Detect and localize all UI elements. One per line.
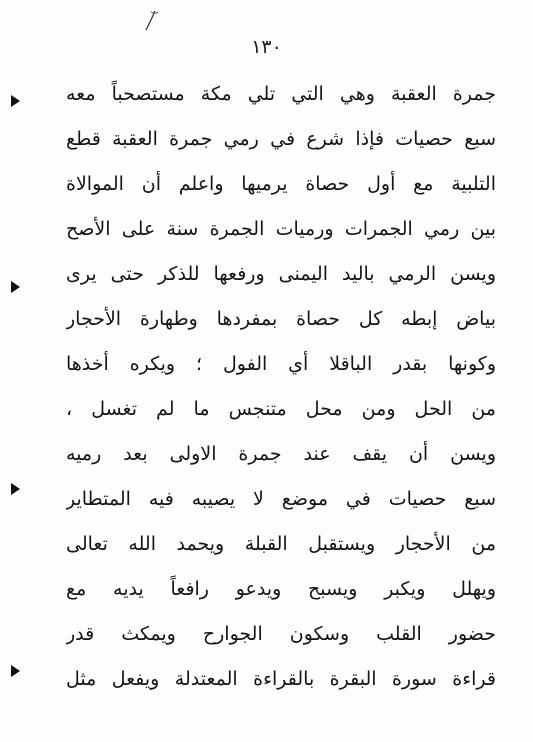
text-line-9: ويسن أن يقف عند جمرة الاولى بعد رميه [66,443,496,465]
text-line-7: وكونها بقدر الباقلا أي الفول ؛ ويكره أخذها [66,353,496,375]
page-number: ١٣٠ [251,36,282,58]
text-line-12: ويهلل ويكبر ويسبح ويدعو رافعاً يديه مع [66,578,496,600]
pen-stroke-icon [140,8,162,32]
text-line-2: سبع حصيات فإذا شرع في رمي جمرة العقبة قطع [66,128,496,150]
text-line-11: من الأحجار ويستقبل القبلة ويحمد الله تعالى [66,533,496,555]
text-line-13: حضور القلب وسكون الجوارح ويمكث قدر [66,623,496,645]
text-line-14: قراءة سورة البقرة بالقراءة المعتدلة ويفعل مثل [66,668,496,690]
body-text [66,72,496,702]
triangle-marker-icon [8,482,22,496]
triangle-marker-icon [8,94,22,108]
text-line-8: من الحل ومن محل متنجس ما لم تغسل ، [66,398,496,420]
text-line-6: بياض إبطه كل حصاة بمفردها وطهارة الأحجار [66,308,496,330]
triangle-marker-icon [8,280,22,294]
text-line-4: بين رمي الجمرات ورميات الجمرة سنة على الأصح [66,218,496,240]
text-line-3: التلبية مع أول حصاة يرميها واعلم أن الموالاة [66,173,496,195]
triangle-marker-icon [8,664,22,678]
text-line-5: ويسن الرمي باليد اليمنى ورفعها للذكر حتى يرى [66,263,496,285]
text-line-10: سبع حصيات في موضع لا يصيبه فيه المتطاير [66,488,496,510]
text-line-1: جمرة العقبة وهي التي تلي مكة مستصحباً معه [66,83,496,105]
